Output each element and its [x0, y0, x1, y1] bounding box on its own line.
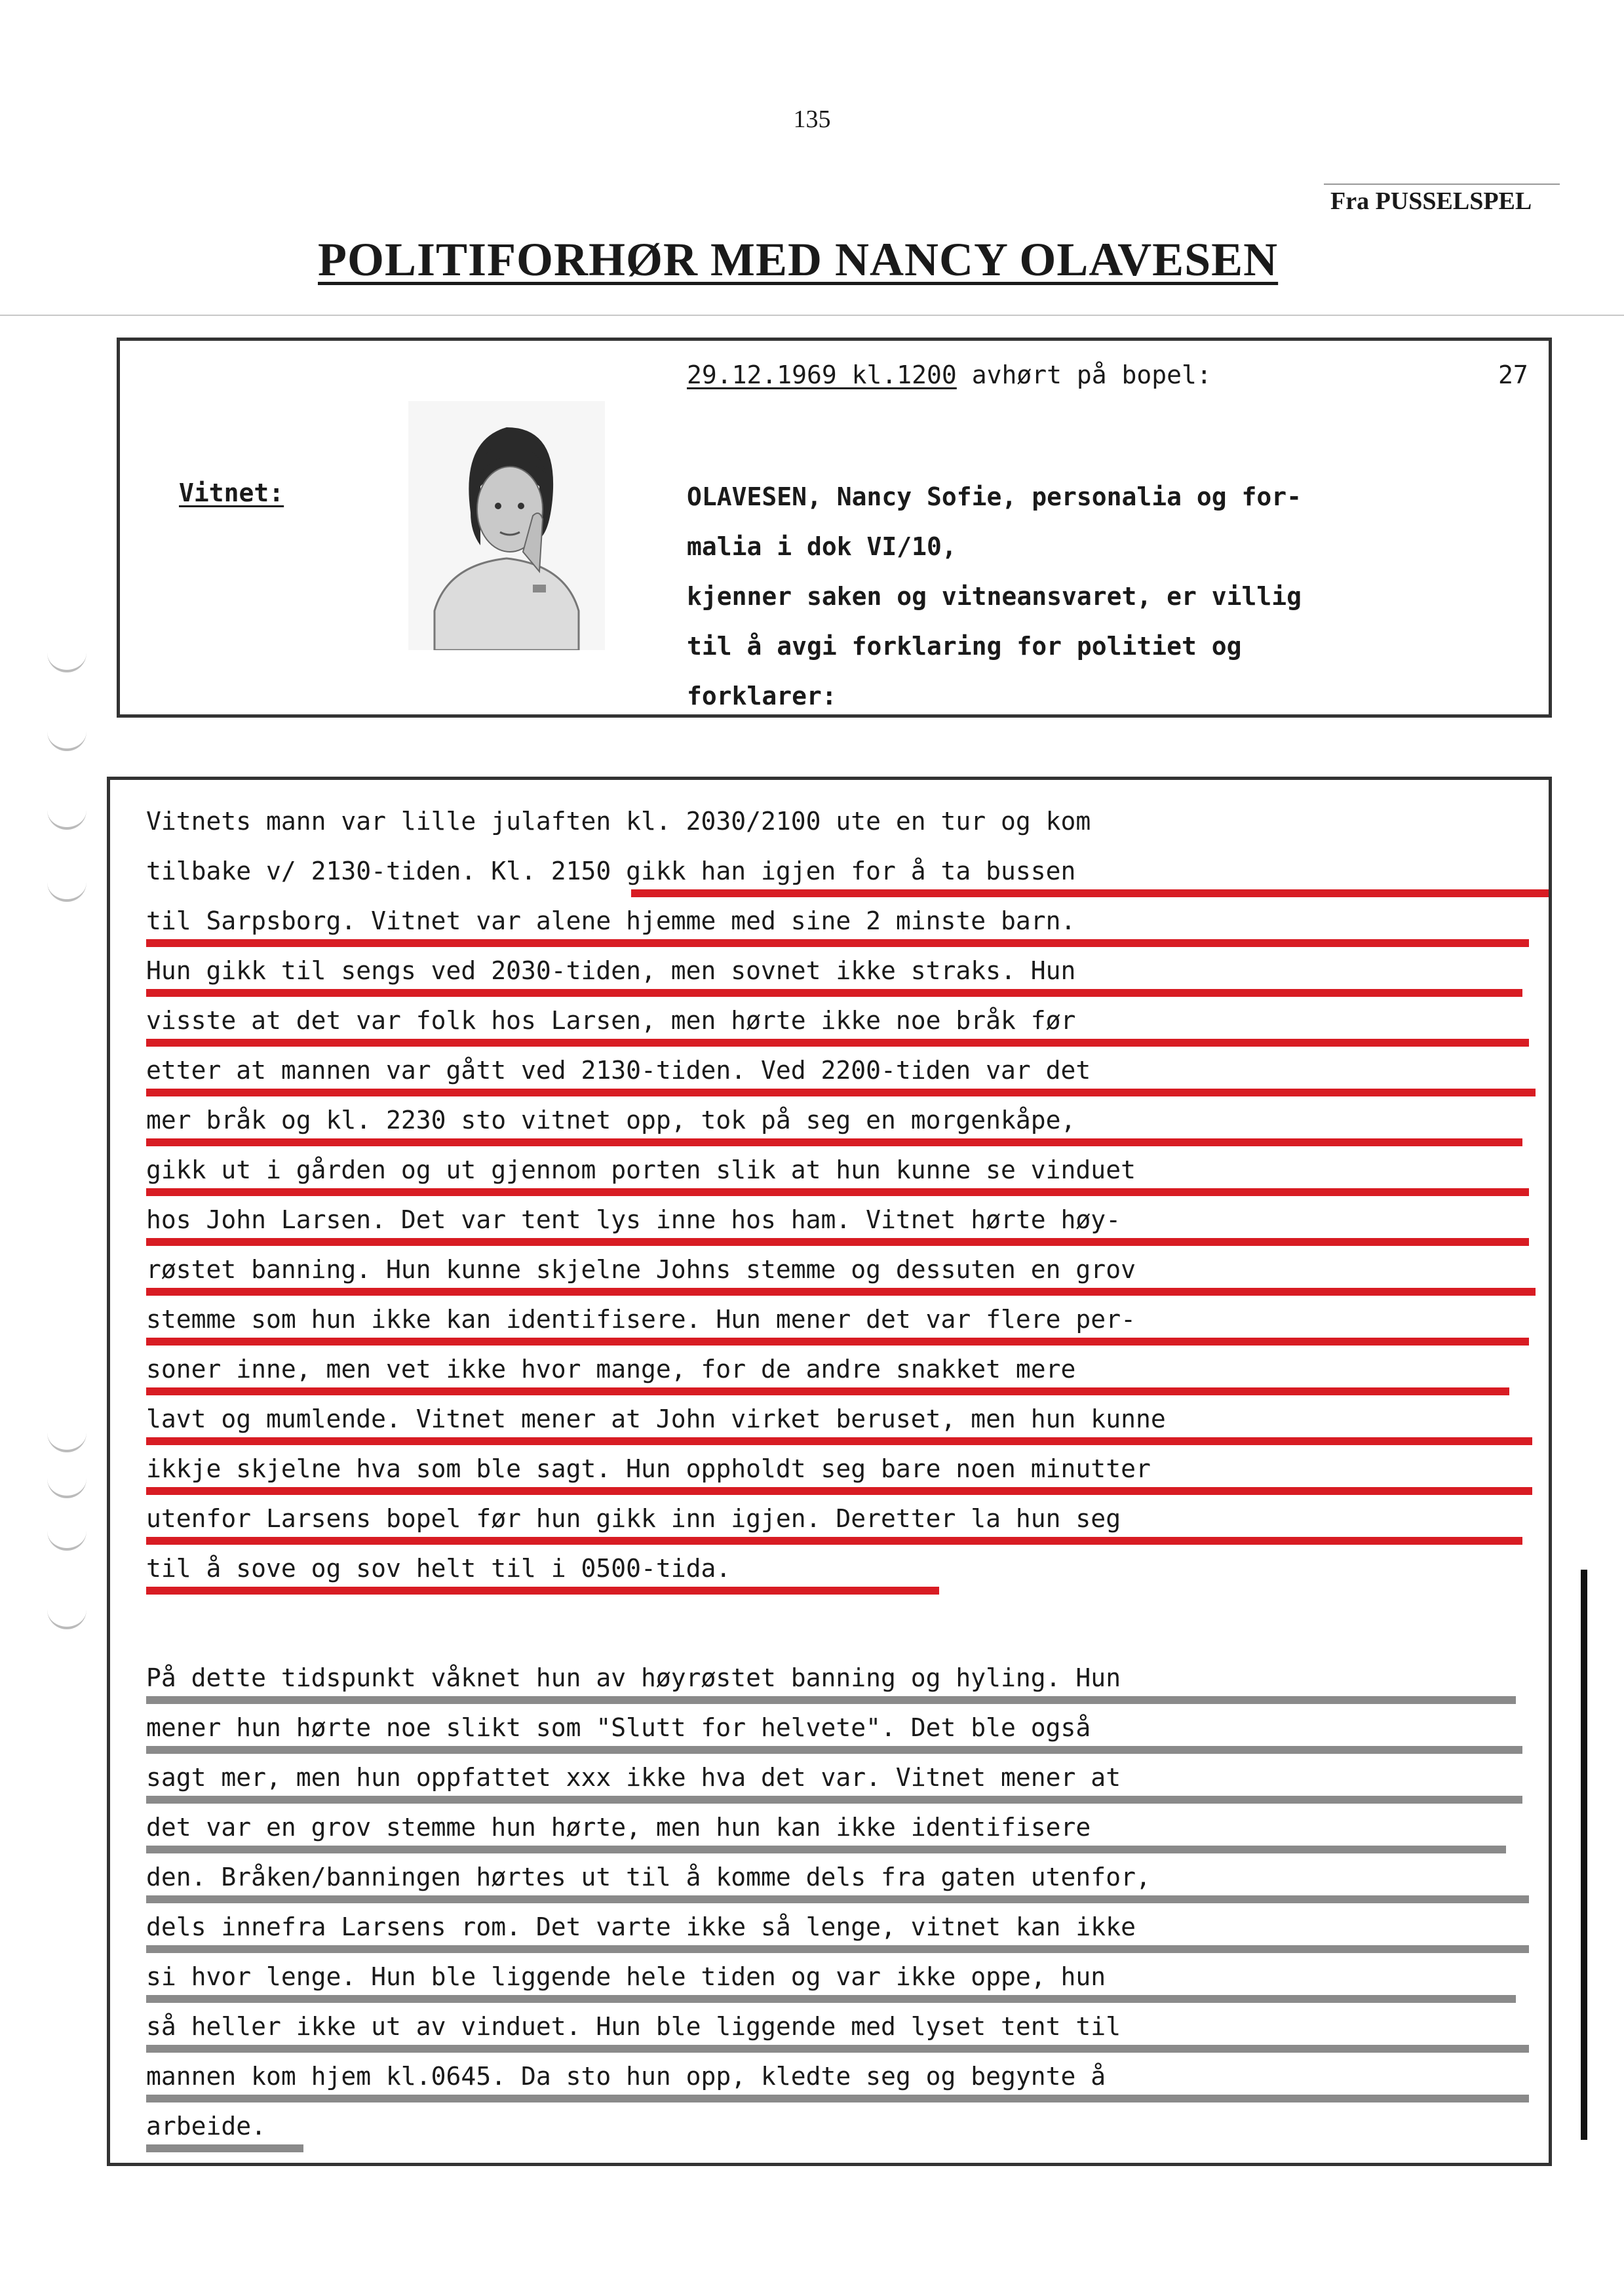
witness-detail-line: OLAVESEN, Nancy Sofie, personalia og for- [687, 482, 1302, 511]
statement-paragraph-1 [146, 802, 1166, 1598]
source-rule [1324, 184, 1560, 185]
statement-line: visste at det var folk hos Larsen, men hørte ikke noe bråk før [146, 1001, 1166, 1051]
witness-label: Vitnet: [179, 478, 284, 507]
margin-edge-bar [1581, 1570, 1587, 2140]
statement-line: Hun gikk til sengs ved 2030-tiden, men sovnet ikke straks. Hun [146, 951, 1166, 1001]
statement-line: mer bråk og kl. 2230 sto vitnet opp, tok på seg en morgenkåpe, [146, 1100, 1166, 1150]
source-label: Fra PUSSELSPEL [1330, 187, 1532, 215]
statement-line: utenfor Larsens bopel før hun gikk inn igjen. Deretter la hun seg [146, 1499, 1166, 1549]
interview-location: avhørt på bopel: [971, 360, 1212, 389]
interview-date: 29.12.1969 kl.1200 [687, 360, 957, 389]
statement-line: mener hun hørte noe slikt som "Slutt for helvete". Det ble også [146, 1708, 1151, 1758]
witness-detail-line: kjenner saken og vitneansvaret, er villig [687, 582, 1302, 611]
statement-line: så heller ikke ut av vinduet. Hun ble liggende med lyset tent til [146, 2007, 1151, 2057]
statement-line: ikkje skjelne hva som ble sagt. Hun oppholdt seg bare noen minutter [146, 1449, 1166, 1499]
punch-mark [47, 1521, 87, 1551]
statement-line: dels innefra Larsens rom. Det varte ikke så lenge, vitnet kan ikke [146, 1907, 1151, 1957]
statement-line: lavt og mumlende. Vitnet mener at John virket beruset, men hun kunne [146, 1399, 1166, 1449]
statement-line: arbeide. [146, 2106, 1151, 2156]
statement-line: hos John Larsen. Det var tent lys inne hos ham. Vitnet hørte høy- [146, 1200, 1166, 1250]
page-title: POLITIFORHØR MED NANCY OLAVESEN [318, 233, 1279, 286]
interview-date-line [687, 360, 1212, 389]
statement-line: På dette tidspunkt våknet hun av høyrøstet banning og hyling. Hun [146, 1658, 1151, 1708]
statement-line: mannen kom hjem kl.0645. Da sto hun opp, kledte seg og begynte å [146, 2057, 1151, 2106]
witness-details [687, 472, 1302, 721]
statement-line: etter at mannen var gått ved 2130-tiden. Ved 2200-tiden var det [146, 1051, 1166, 1100]
witness-photo [408, 401, 605, 650]
punch-mark [47, 800, 87, 830]
statement-line: røstet banning. Hun kunne skjelne Johns stemme og dessuten en grov [146, 1250, 1166, 1300]
portrait-icon [408, 401, 605, 650]
witness-detail-line: malia i dok VI/10, [687, 532, 957, 561]
punch-mark [47, 872, 87, 902]
statement-line: det var en grov stemme hun hørte, men hun kan ikke identifisere [146, 1808, 1151, 1857]
header-box [117, 338, 1552, 718]
statement-line: sagt mer, men hun oppfattet xxx ikke hva det var. Vitnet mener at [146, 1758, 1151, 1808]
statement-line: til å sove og sov helt til i 0500-tida. [146, 1549, 1166, 1598]
statement-line: gikk ut i gården og ut gjennom porten slik at hun kunne se vinduet [146, 1150, 1166, 1200]
punch-mark [47, 721, 87, 751]
statement-line: til Sarpsborg. Vitnet var alene hjemme med sine 2 minste barn. [146, 901, 1166, 951]
punch-mark [47, 1599, 87, 1629]
page-divider [0, 315, 1624, 316]
statement-line: soner inne, men vet ikke hvor mange, for de andre snakket mere [146, 1349, 1166, 1399]
statement-line: stemme som hun ikke kan identifisere. Hun mener det var flere per- [146, 1300, 1166, 1349]
statement-paragraph-2 [146, 1658, 1151, 2156]
statement-line: den. Bråken/banningen hørtes ut til å komme dels fra gaten utenfor, [146, 1857, 1151, 1907]
document-number: 27 [1498, 360, 1528, 389]
statement-line: si hvor lenge. Hun ble liggende hele tiden og var ikke oppe, hun [146, 1957, 1151, 2007]
witness-detail-line: forklarer: [687, 682, 837, 710]
punch-mark [47, 1468, 87, 1498]
page-number: 135 [793, 106, 831, 133]
statement-box [107, 777, 1552, 2166]
statement-line: Vitnets mann var lille julaften kl. 2030/2100 ute en tur og kom [146, 807, 1091, 836]
punch-mark [47, 1422, 87, 1452]
statement-line: tilbake v/ 2130-tiden. Kl. 2150 gikk han igjen for å ta bussen [146, 851, 1166, 901]
punch-mark [47, 642, 87, 672]
witness-detail-line: til å avgi forklaring for politiet og [687, 632, 1242, 661]
